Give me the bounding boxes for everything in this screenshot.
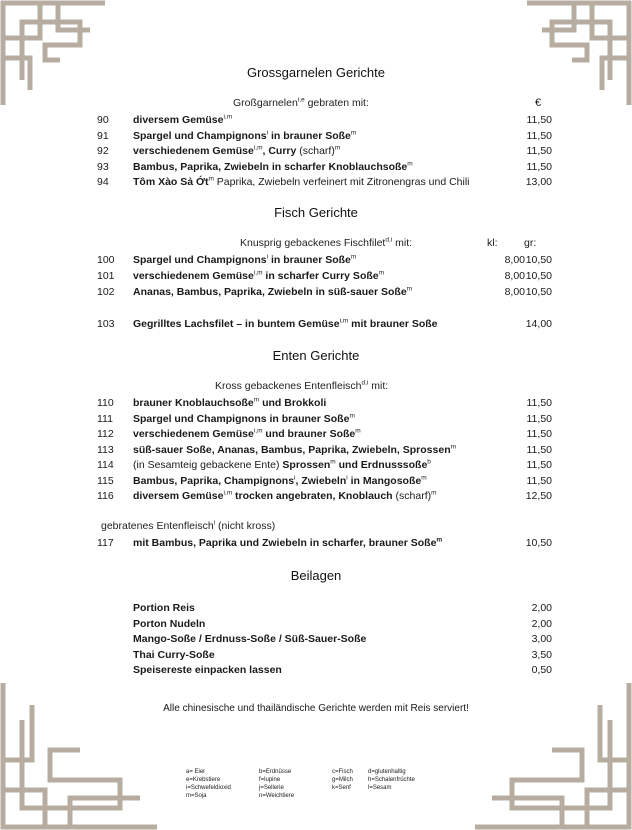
price-header: € bbox=[535, 97, 542, 109]
section-intro-grossgarnelen: Großgarnelen$^{i,e}$ gebraten mit: bbox=[233, 96, 369, 109]
item-price: 2,00 bbox=[531, 617, 552, 630]
menu-item-93 bbox=[0, 161, 632, 176]
item-description: Thai Curry-Soße bbox=[133, 648, 215, 661]
item-description: Tôm Xào Sả Ớt$^m$ Paprika, Zwiebeln verfeinert mit Zitronengras und Chili bbox=[133, 175, 470, 188]
allergen-entry: h=Schalenfrüchte bbox=[368, 777, 415, 783]
item-description: Porton Nudeln bbox=[133, 617, 206, 630]
menu-item-90 bbox=[0, 114, 632, 129]
item-price: 11,50 bbox=[526, 412, 552, 425]
menu-item-117 bbox=[0, 537, 632, 552]
item-description: Spargel und Champignons$^i$ in brauner Soße$^m$ bbox=[133, 129, 357, 142]
section-intro-fisch: Knusprig gebackenes Fischfilet$^{d,i}$ mit: bbox=[240, 236, 413, 249]
item-number: 110 bbox=[97, 397, 114, 409]
ornament-top-left bbox=[0, 0, 110, 110]
menu-item-102 bbox=[0, 286, 632, 301]
beilage-item bbox=[0, 649, 632, 664]
item-price: 11,50 bbox=[526, 443, 552, 456]
item-description: Spargel und Champignons$^i$ in brauner Soße$^m$ bbox=[133, 253, 357, 266]
section-title-enten: Enten Gerichte bbox=[272, 348, 360, 363]
item-price: 11,50 bbox=[526, 459, 552, 471]
allergen-entry: l=Sesam bbox=[368, 785, 392, 791]
section-intro-enten: Kross gebackenes Entenfleisch$^{d,i}$ mit: bbox=[215, 379, 389, 392]
item-number: 101 bbox=[97, 270, 115, 282]
item-price-large: 10,50 bbox=[525, 286, 552, 298]
item-description: Speisereste einpacken lassen bbox=[133, 664, 282, 676]
item-description: mit Bambus, Paprika und Zwiebeln in scharfer, brauner Soße$^m$ bbox=[133, 536, 443, 549]
column-header-small: kl: bbox=[487, 237, 498, 249]
menu-item-113 bbox=[0, 444, 632, 459]
item-description: verschiedenem Gemüse$^{i,m}$ und brauner Soße$^m$ bbox=[133, 427, 361, 440]
menu-item-111 bbox=[0, 413, 632, 428]
menu-item-91 bbox=[0, 130, 632, 145]
section-title-beilagen: Beilagen bbox=[290, 568, 342, 583]
beilage-item bbox=[0, 618, 632, 633]
item-number: 116 bbox=[97, 490, 114, 502]
menu-item-92 bbox=[0, 145, 632, 160]
allergen-entry: g=Milch bbox=[332, 777, 353, 783]
item-number: 90 bbox=[97, 114, 109, 126]
item-price: 12,50 bbox=[525, 490, 552, 502]
item-number: 114 bbox=[97, 459, 114, 471]
item-description: Portion Reis bbox=[133, 602, 195, 614]
menu-item-115 bbox=[0, 475, 632, 490]
menu-item-101 bbox=[0, 270, 632, 285]
item-price: 11,50 bbox=[526, 160, 552, 173]
allergen-entry: f=lupine bbox=[259, 777, 281, 783]
item-price-large: 10,50 bbox=[525, 270, 552, 282]
item-description: Ananas, Bambus, Paprika, Zwiebeln in süß-sauer Soße$^m$ bbox=[133, 285, 413, 298]
allergen-entry: j=Sellerie bbox=[259, 785, 284, 791]
allergen-entry: a= Eier bbox=[186, 769, 206, 775]
menu-item-94 bbox=[0, 176, 632, 191]
item-price-small: 8,00 bbox=[504, 270, 525, 282]
beilage-item bbox=[0, 633, 632, 648]
item-price: 11,50 bbox=[526, 397, 552, 409]
item-number: 102 bbox=[97, 286, 115, 298]
ornament-top-right bbox=[522, 0, 632, 110]
item-description: verschiedenem Gemüse$^{i,m}$, Curry (scharf)$^m$ bbox=[133, 144, 341, 157]
item-number: 117 bbox=[97, 537, 114, 549]
item-description: Bambus, Paprika, Zwiebeln in scharfer Knoblauchsoße$^m$ bbox=[133, 160, 413, 173]
item-price: 3,00 bbox=[531, 633, 552, 645]
item-description: Spargel und Champignons in brauner Soße$^m$ bbox=[133, 412, 355, 425]
item-number: 92 bbox=[97, 145, 109, 157]
item-price: 14,00 bbox=[525, 318, 552, 330]
item-price: 10,50 bbox=[525, 537, 552, 549]
allergen-entry: n=Weichtiere bbox=[259, 793, 295, 799]
item-price: 11,50 bbox=[526, 114, 552, 126]
enten-subnote: gebratenes Entenfleisch$^i$ (nicht kross) bbox=[101, 519, 276, 532]
item-description: (in Sesamteig gebackene Ente) Sprossen$^m$ und Erdnusssoße$^b$ bbox=[133, 458, 431, 471]
beilage-item bbox=[0, 664, 632, 679]
item-price: 11,50 bbox=[526, 428, 552, 440]
item-price: 11,50 bbox=[526, 129, 552, 142]
section-title-grossgarnelen: Grossgarnelen Gerichte bbox=[246, 65, 385, 80]
item-description: brauner Knoblauchsoße$^m$ und Brokkoli bbox=[133, 396, 327, 409]
item-price: 2,00 bbox=[531, 602, 552, 614]
item-description: Mango-Soße / Erdnuss-Soße / Süß-Sauer-Soße bbox=[133, 633, 367, 645]
allergen-entry: e=Krebstiere bbox=[186, 777, 221, 783]
item-description: Gegrilltes Lachsfilet – in buntem Gemüse$^{i,m}$ mit brauner Soße bbox=[133, 317, 438, 330]
item-number: 115 bbox=[97, 474, 114, 487]
item-price-large: 10,50 bbox=[525, 254, 552, 266]
item-number: 100 bbox=[97, 254, 115, 266]
allergen-entry: i=Schwefeldioxid bbox=[186, 785, 231, 791]
item-number: 93 bbox=[97, 160, 109, 173]
item-price: 11,50 bbox=[526, 474, 552, 487]
menu-item-112 bbox=[0, 428, 632, 443]
item-description: Bambus, Paprika, Champignons$^i$, Zwiebeln$^i$ in Mangosoße$^m$ bbox=[133, 474, 427, 487]
menu-item-114 bbox=[0, 459, 632, 474]
menu-item-110 bbox=[0, 397, 632, 412]
item-price: 11,50 bbox=[526, 145, 552, 157]
item-number: 111 bbox=[97, 412, 113, 425]
item-number: 103 bbox=[97, 318, 115, 330]
item-number: 113 bbox=[97, 443, 114, 456]
menu-item-103 bbox=[0, 318, 632, 333]
item-number: 91 bbox=[97, 129, 109, 142]
item-description: diversem Gemüse$^{i,m}$ bbox=[133, 113, 233, 126]
menu-item-100 bbox=[0, 254, 632, 269]
item-description: verschiedenem Gemüse$^{i,m}$ in scharfer Curry Soße$^m$ bbox=[133, 269, 385, 282]
item-price: 13,00 bbox=[525, 176, 552, 188]
allergen-entry: m=Soja bbox=[186, 793, 207, 799]
item-price: 3,50 bbox=[531, 648, 552, 661]
allergen-entry: d=glutenhaltig bbox=[368, 769, 406, 775]
allergen-entry: c=Fisch bbox=[332, 769, 353, 775]
item-price: 0,50 bbox=[531, 664, 552, 676]
item-number: 112 bbox=[97, 428, 114, 440]
item-price-small: 8,00 bbox=[504, 254, 525, 266]
item-number: 94 bbox=[97, 176, 109, 188]
column-header-large: gr: bbox=[524, 237, 537, 249]
item-description: diversem Gemüse$^{i,m}$ trocken angebraten, Knoblauch (scharf)$^m$ bbox=[133, 489, 437, 502]
allergen-entry: k=Senf bbox=[332, 785, 351, 791]
item-description: süß-sauer Soße, Ananas, Bambus, Paprika, Zwiebeln, Sprossen$^m$ bbox=[133, 443, 457, 456]
item-price-small: 8,00 bbox=[504, 286, 525, 298]
allergen-entry: b=Erdnüsse bbox=[259, 769, 292, 775]
rice-note: Alle chinesische und thailändische Gerichte werden mit Reis serviert! bbox=[163, 703, 469, 714]
beilage-item bbox=[0, 602, 632, 617]
section-title-fisch: Fisch Gerichte bbox=[274, 205, 358, 220]
menu-item-116 bbox=[0, 490, 632, 505]
